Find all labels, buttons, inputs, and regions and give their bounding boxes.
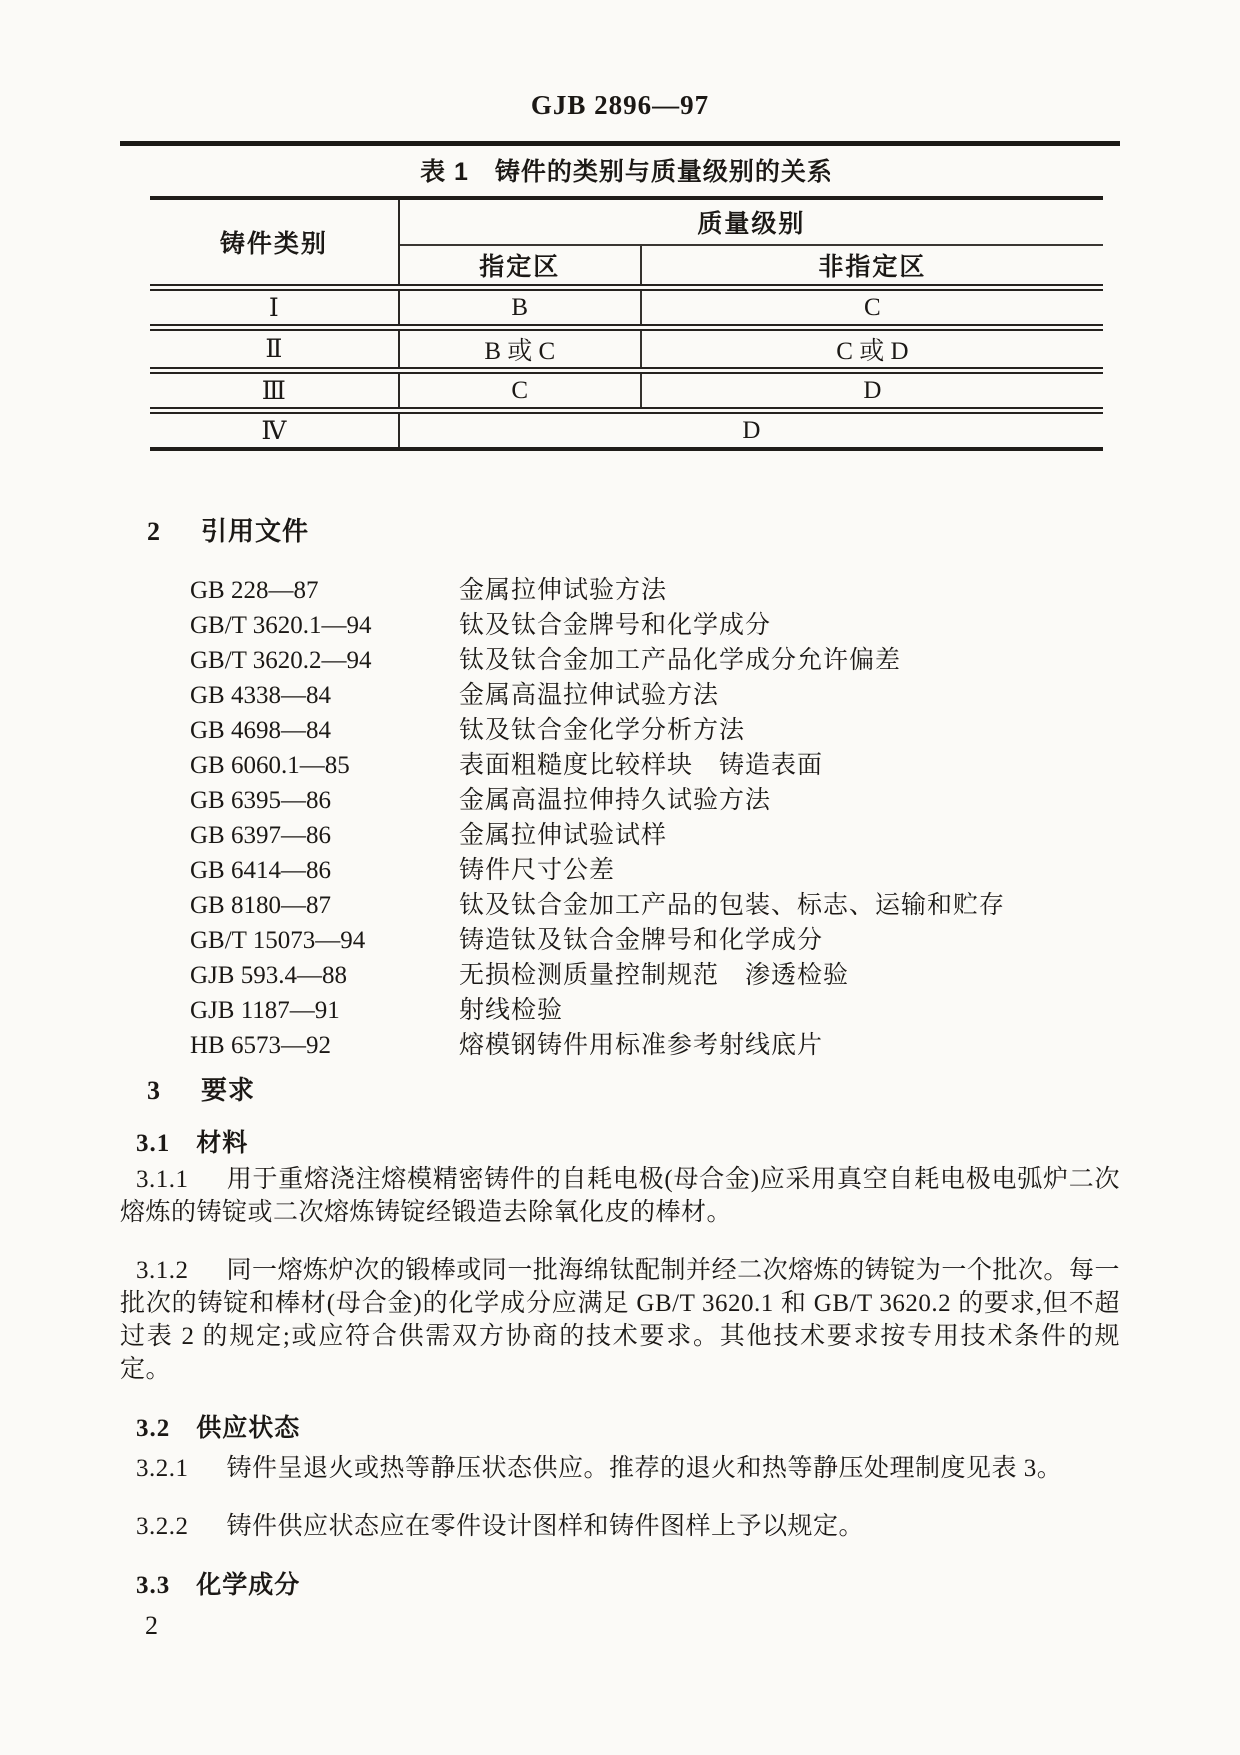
paragraph-number: 3.2.1 <box>136 1455 189 1482</box>
table1-r2-non-designated: C 或 D <box>641 328 1103 371</box>
reference-title: 金属高温拉伸试验方法 <box>459 682 720 709</box>
section3-3-title: 化学成分 <box>196 1571 301 1599</box>
reference-code: GB 8180—87 <box>190 892 331 919</box>
paragraph-3-2-1 <box>120 1452 1120 1485</box>
reference-code: GB/T 3620.2—94 <box>190 647 372 674</box>
reference-code: GB 228—87 <box>190 577 319 604</box>
table1-block <box>150 155 1103 451</box>
paragraph-text: 铸件供应状态应在零件设计图样和铸件图样上予以规定。 <box>226 1513 865 1540</box>
reference-row <box>120 643 1120 678</box>
section2-heading <box>147 514 1120 549</box>
reference-code: GB 6060.1—85 <box>190 752 350 779</box>
table1-header-category: 铸件类别 <box>150 198 399 288</box>
section3-number: 3 <box>147 1076 161 1105</box>
table1 <box>150 196 1103 451</box>
reference-row <box>120 958 1120 993</box>
reference-code: GB 4338—84 <box>190 682 331 709</box>
table1-row-1 <box>150 288 1103 328</box>
reference-code: HB 6573—92 <box>190 1032 331 1059</box>
table1-header-quality: 质量级别 <box>399 198 1103 245</box>
table1-header-row-1 <box>150 198 1103 245</box>
reference-title: 金属拉伸试验方法 <box>459 577 668 604</box>
section3-3-number: 3.3 <box>136 1572 171 1599</box>
reference-title: 表面粗糙度比较样块 铸造表面 <box>459 752 824 779</box>
header-rule <box>120 141 1120 146</box>
reference-title: 铸件尺寸公差 <box>459 857 616 884</box>
reference-row <box>120 713 1120 748</box>
paragraph-number: 3.1.1 <box>136 1166 189 1193</box>
section2-number: 2 <box>147 517 161 546</box>
section3-1-heading <box>136 1126 1120 1161</box>
paragraph-3-2-2 <box>120 1510 1120 1543</box>
reference-title: 射线检验 <box>459 997 564 1024</box>
reference-code: GB 6395—86 <box>190 787 331 814</box>
reference-title: 钛及钛合金牌号和化学成分 <box>459 612 772 639</box>
reference-row <box>120 608 1120 643</box>
table1-r1-designated: B <box>399 288 641 328</box>
reference-title: 钛及钛合金加工产品化学成分允许偏差 <box>459 647 902 674</box>
reference-row <box>120 888 1120 923</box>
reference-code: GB 4698—84 <box>190 717 331 744</box>
reference-code: GB 6414—86 <box>190 857 331 884</box>
section3-1-number: 3.1 <box>136 1130 171 1157</box>
paragraph-text: 用于重熔浇注熔模精密铸件的自耗电极(母合金)应采用真空自耗电极电弧炉二次熔炼的铸锭或二次熔炼铸锭经锻造去除氧化皮的棒材。 <box>120 1166 1120 1226</box>
table1-header-non-designated: 非指定区 <box>818 253 927 281</box>
paragraph-text: 同一熔炼炉次的锻棒或同一批海绵钛配制并经二次熔炼的铸锭为一个批次。每一批次的铸锭和棒材(母合金)的化学成分应满足 GB/T 3620.1 和 GB/T 3620.2 的要求,但不超过表 2 的规定;或应符合供需双方协商的技术要求。其他技术要求按专用技术条件的规定。 <box>120 1257 1120 1383</box>
section3-2-title: 供应状态 <box>196 1414 301 1442</box>
table1-r3-category: Ⅲ <box>150 371 399 411</box>
table1-header-designated: 指定区 <box>399 245 641 288</box>
section3-heading <box>147 1073 1120 1108</box>
table1-r3-designated: C <box>399 371 641 411</box>
reference-code: GB/T 3620.1—94 <box>190 612 372 639</box>
reference-row <box>120 783 1120 818</box>
reference-row <box>120 818 1120 853</box>
table1-r3-non-designated: D <box>641 371 1103 411</box>
table1-caption: 表 1 铸件的类别与质量级别的关系 <box>420 158 833 186</box>
reference-row <box>120 923 1120 958</box>
reference-title: 铸造钛及钛合金牌号和化学成分 <box>459 927 824 954</box>
table1-r4-merged: D <box>399 411 1103 450</box>
table1-r2-category: Ⅱ <box>150 328 399 371</box>
section3-title: 要求 <box>201 1075 256 1105</box>
reference-title: 熔模钢铸件用标准参考射线底片 <box>459 1032 824 1059</box>
paragraph-3-1-2 <box>120 1254 1120 1386</box>
paragraph-3-1-1 <box>120 1163 1120 1229</box>
reference-title: 金属拉伸试验试样 <box>459 822 668 849</box>
table1-r1-non-designated: C <box>641 288 1103 328</box>
table1-row-3 <box>150 371 1103 411</box>
reference-code: GB/T 15073—94 <box>190 927 366 954</box>
table1-row-4 <box>150 411 1103 450</box>
table1-r2-designated: B 或 C <box>399 328 641 371</box>
reference-title: 钛及钛合金化学分析方法 <box>459 717 746 744</box>
reference-row <box>120 573 1120 608</box>
paragraph-text: 铸件呈退火或热等静压状态供应。推荐的退火和热等静压处理制度见表 3。 <box>226 1455 1063 1482</box>
reference-code: GJB 593.4—88 <box>190 962 347 989</box>
reference-row <box>120 748 1120 783</box>
reference-row <box>120 1028 1120 1063</box>
reference-title: 钛及钛合金加工产品的包装、标志、运输和贮存 <box>459 892 1006 919</box>
reference-title: 无损检测质量控制规范 渗透检验 <box>459 962 850 989</box>
section3-1-title: 材料 <box>196 1129 249 1157</box>
table1-r1-category: Ⅰ <box>150 288 399 328</box>
reference-code: GJB 1187—91 <box>190 997 340 1024</box>
doc-code-header: GJB 2896—97 <box>530 90 710 120</box>
reference-row <box>120 993 1120 1028</box>
page-number: 2 <box>145 1611 158 1640</box>
reference-title: 金属高温拉伸持久试验方法 <box>459 787 772 814</box>
paragraph-number: 3.1.2 <box>136 1257 189 1284</box>
reference-code: GB 6397—86 <box>190 822 331 849</box>
table1-row-2 <box>150 328 1103 371</box>
section3-2-heading <box>136 1411 1120 1446</box>
reference-row <box>120 678 1120 713</box>
paragraph-number: 3.2.2 <box>136 1513 189 1540</box>
section3-3-heading <box>136 1568 1120 1603</box>
table1-r4-category: Ⅳ <box>150 411 399 450</box>
reference-list <box>120 573 1120 1063</box>
section3-2-number: 3.2 <box>136 1415 171 1442</box>
section2-title: 引用文件 <box>201 516 310 546</box>
reference-row <box>120 853 1120 888</box>
